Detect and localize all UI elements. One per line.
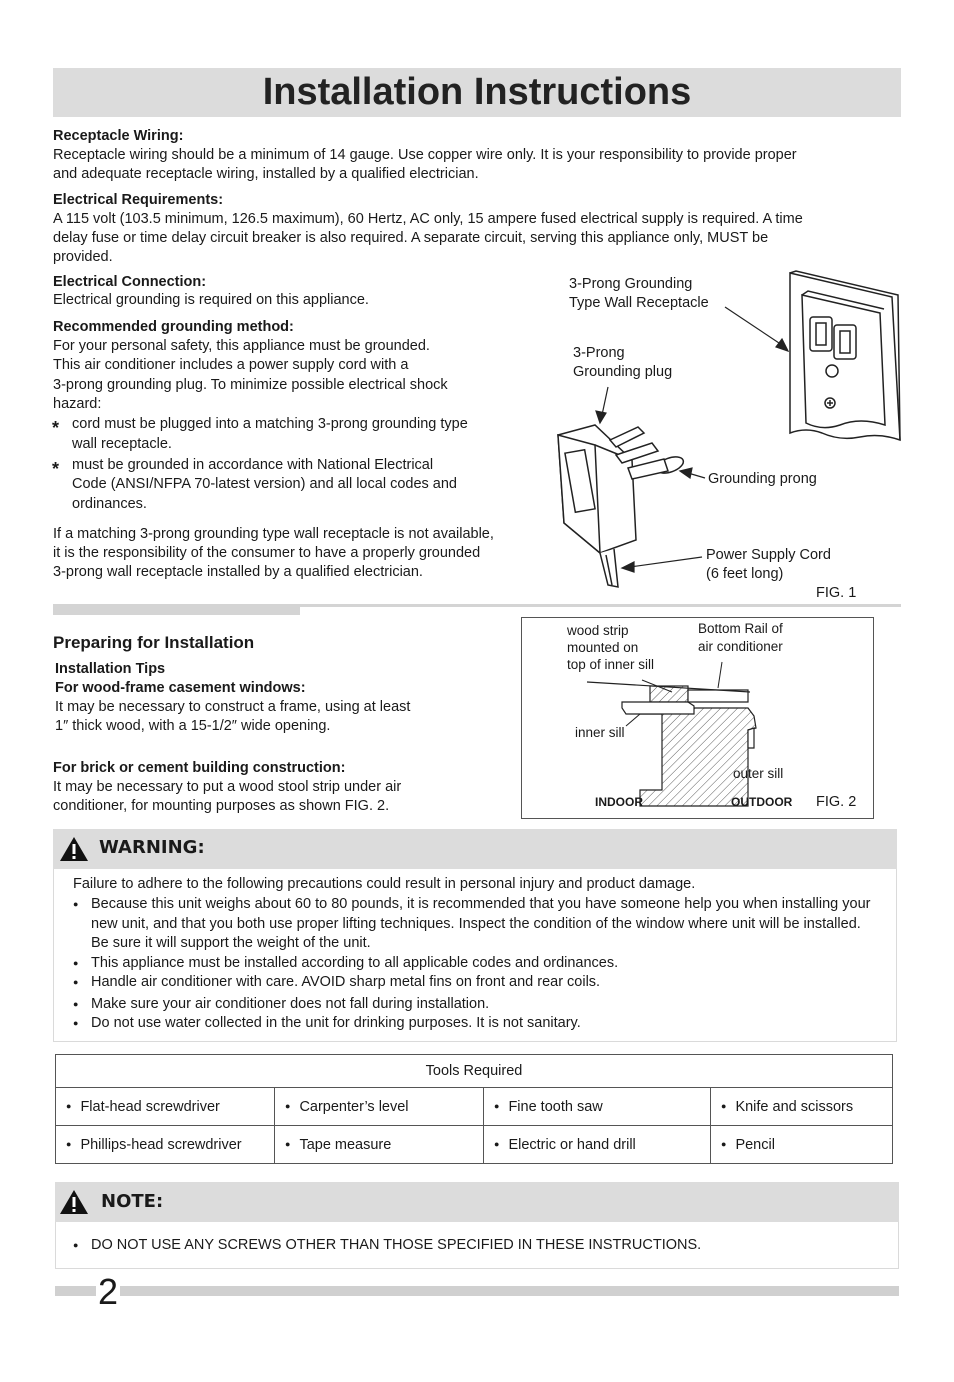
fig2-outer-sill-label: outer sill xyxy=(733,766,784,781)
electrical-requirements-line2: delay fuse or time delay circuit breaker is also required. A separate circuit, serving this appliance only, MUST be xyxy=(53,230,769,246)
tool-cell xyxy=(484,1088,711,1126)
wood-frame-line1: It may be necessary to construct a frame, using at least xyxy=(55,699,411,715)
warning-item: ● Because this unit weighs about 60 to 80 pounds, it is recommended that you have someone help you when installing your new unit, and that you both use proper lifting techniques. Inspect the condition of the window where unit will be installed. Be sure it will support the weight of the unit. xyxy=(73,895,873,954)
section-divider-tab xyxy=(53,607,300,615)
tool-item: Fine tooth saw xyxy=(508,1098,603,1115)
inner-sill-drawing xyxy=(640,708,756,806)
tool-cell xyxy=(56,1126,275,1164)
warning-item: ● Make sure your air conditioner does not fall during installation. xyxy=(73,995,873,1015)
star-bullet: * xyxy=(52,459,60,479)
fig2-rail-label-line1: Bottom Rail of xyxy=(698,621,783,636)
fig2-inner-sill-label: inner sill xyxy=(575,725,625,740)
arrow-plug xyxy=(596,387,608,423)
fig2-caption: FIG. 2 xyxy=(816,794,857,810)
grounding-bullet1-line1: cord must be plugged into a matching 3-prong grounding type xyxy=(72,416,468,432)
tool-item: Pencil xyxy=(735,1136,775,1153)
arrow-cord xyxy=(622,557,702,572)
installation-tips-heading: Installation Tips xyxy=(55,661,166,677)
brick-line1: It may be necessary to put a wood stool strip under air xyxy=(53,779,402,795)
page-number: 2 xyxy=(98,1271,119,1312)
grounding-para-line1: If a matching 3-prong grounding type wall receptacle is not available, xyxy=(53,526,494,542)
fig2-indoor-label: INDOOR xyxy=(595,795,643,809)
warning-item: ● Do not use water collected in the unit for drinking purposes. It is not sanitary. xyxy=(73,1014,873,1034)
tool-item: Electric or hand drill xyxy=(508,1136,636,1153)
wood-frame-heading: For wood-frame casement windows: xyxy=(55,680,306,696)
fig1-plug-label-line1: 3-Prong xyxy=(573,345,625,361)
fig2-strip-label-line3: top of inner sill xyxy=(567,657,655,672)
warning-item: ● Handle air conditioner with care. AVOID sharp metal fins on front and rear coils. xyxy=(73,973,873,993)
grounding-para-line3: 3-prong wall receptacle installed by a qualified electrician. xyxy=(53,564,423,580)
grounding-bullet2-line2: Code (ANSI/NFPA 70-latest version) and all local codes and xyxy=(72,476,457,492)
tool-item: Flat-head screwdriver xyxy=(80,1098,220,1115)
tool-item: Carpenter’s level xyxy=(299,1098,409,1115)
electrical-connection-text: Electrical grounding is required on this appliance. xyxy=(53,292,369,308)
fig1-cord-label-line2: (6 feet long) xyxy=(706,566,784,582)
arrow-receptacle xyxy=(725,307,788,351)
grounding-line4: hazard: xyxy=(53,396,102,412)
tool-cell xyxy=(275,1088,484,1126)
tool-cell xyxy=(711,1126,893,1164)
grounding-para-line2: it is the responsibility of the consumer to have a properly grounded xyxy=(53,545,481,561)
grounding-bullet2-line1: must be grounded in accordance with National Electrical xyxy=(72,457,434,473)
receptacle-wiring-heading: Receptacle Wiring: xyxy=(53,128,184,144)
grounding-line2: This air conditioner includes a power supply cord with a xyxy=(53,357,409,373)
wall-receptacle-drawing xyxy=(790,271,900,440)
fig2-outdoor-label: OUTDOOR xyxy=(731,795,793,809)
fig1-receptacle-label-line2: Type Wall Receptacle xyxy=(569,295,709,311)
tool-item: Knife and scissors xyxy=(735,1098,854,1115)
fig2-strip-label-line1: wood strip xyxy=(567,623,629,638)
receptacle-wiring-line2: and adequate receptacle wiring, installed by a qualified electrician. xyxy=(53,166,479,182)
footer-bar xyxy=(55,1286,899,1296)
electrical-connection-heading: Electrical Connection: xyxy=(53,274,207,290)
warning-title: WARNING: xyxy=(99,837,205,858)
warning-icon xyxy=(59,835,89,862)
tool-item: Tape measure xyxy=(299,1136,392,1153)
arrow-prong xyxy=(680,468,705,478)
grounding-method-heading: Recommended grounding method: xyxy=(53,319,294,335)
page-title: Installation Instructions xyxy=(262,71,692,113)
fig2-rail-label-line2: air conditioner xyxy=(698,639,783,654)
wood-frame-line2: 1″ thick wood, with a 15-1/2″ wide opening. xyxy=(55,718,331,734)
electrical-requirements-line3: provided. xyxy=(53,249,113,265)
fig1-plug-label-line2: Grounding plug xyxy=(573,364,673,380)
brick-heading: For brick or cement building construction: xyxy=(53,760,346,776)
tool-cell xyxy=(56,1088,275,1126)
note-item: ● DO NOT USE ANY SCREWS OTHER THAN THOSE SPECIFIED IN THESE INSTRUCTIONS. xyxy=(73,1236,873,1256)
grounding-line1: For your personal safety, this appliance must be grounded. xyxy=(53,338,430,354)
electrical-requirements-line1: A 115 volt (103.5 minimum, 126.5 maximum), 60 Hertz, AC only, 15 ampere fused electrical supply is required. A time xyxy=(53,211,803,227)
preparing-heading: Preparing for Installation xyxy=(53,633,255,652)
grounding-bullet1-line2: wall receptacle. xyxy=(72,436,172,452)
note-list xyxy=(73,1236,873,1256)
receptacle-wiring-line1: Receptacle wiring should be a minimum of 14 gauge. Use copper wire only. It is your responsibility to provide proper xyxy=(53,147,797,163)
fig1-prong-label: Grounding prong xyxy=(708,471,817,487)
tool-cell xyxy=(275,1126,484,1164)
electrical-requirements-heading: Electrical Requirements: xyxy=(53,192,224,208)
grounding-bullet2-line3: ordinances. xyxy=(72,496,147,512)
tool-cell xyxy=(711,1088,893,1126)
caution-icon xyxy=(59,1188,89,1215)
tool-cell xyxy=(484,1126,711,1164)
fig1-caption: FIG. 1 xyxy=(816,585,857,601)
star-bullet: * xyxy=(52,418,60,438)
grounding-line3: 3-prong grounding plug. To minimize possible electrical shock xyxy=(53,377,448,393)
warning-item: ● This appliance must be installed according to all applicable codes and ordinances. xyxy=(73,954,873,974)
fig1-receptacle-label-line1: 3-Prong Grounding xyxy=(569,276,693,292)
grounding-plug-drawing xyxy=(558,425,686,587)
tool-item: Phillips-head screwdriver xyxy=(80,1136,242,1153)
warning-intro: Failure to adhere to the following precautions could result in personal injury and product damage. xyxy=(73,876,696,892)
outer-sill-drawing xyxy=(748,728,754,748)
note-title: NOTE: xyxy=(101,1191,164,1212)
warning-list xyxy=(73,895,873,1034)
tools-heading: Tools Required xyxy=(56,1055,893,1088)
tools-table xyxy=(55,1054,893,1164)
note-band xyxy=(55,1182,899,1222)
fig1-cord-label-line1: Power Supply Cord xyxy=(706,547,831,563)
fig2-strip-label-line2: mounted on xyxy=(567,640,639,655)
brick-line2: conditioner, for mounting purposes as shown FIG. 2. xyxy=(53,798,390,814)
